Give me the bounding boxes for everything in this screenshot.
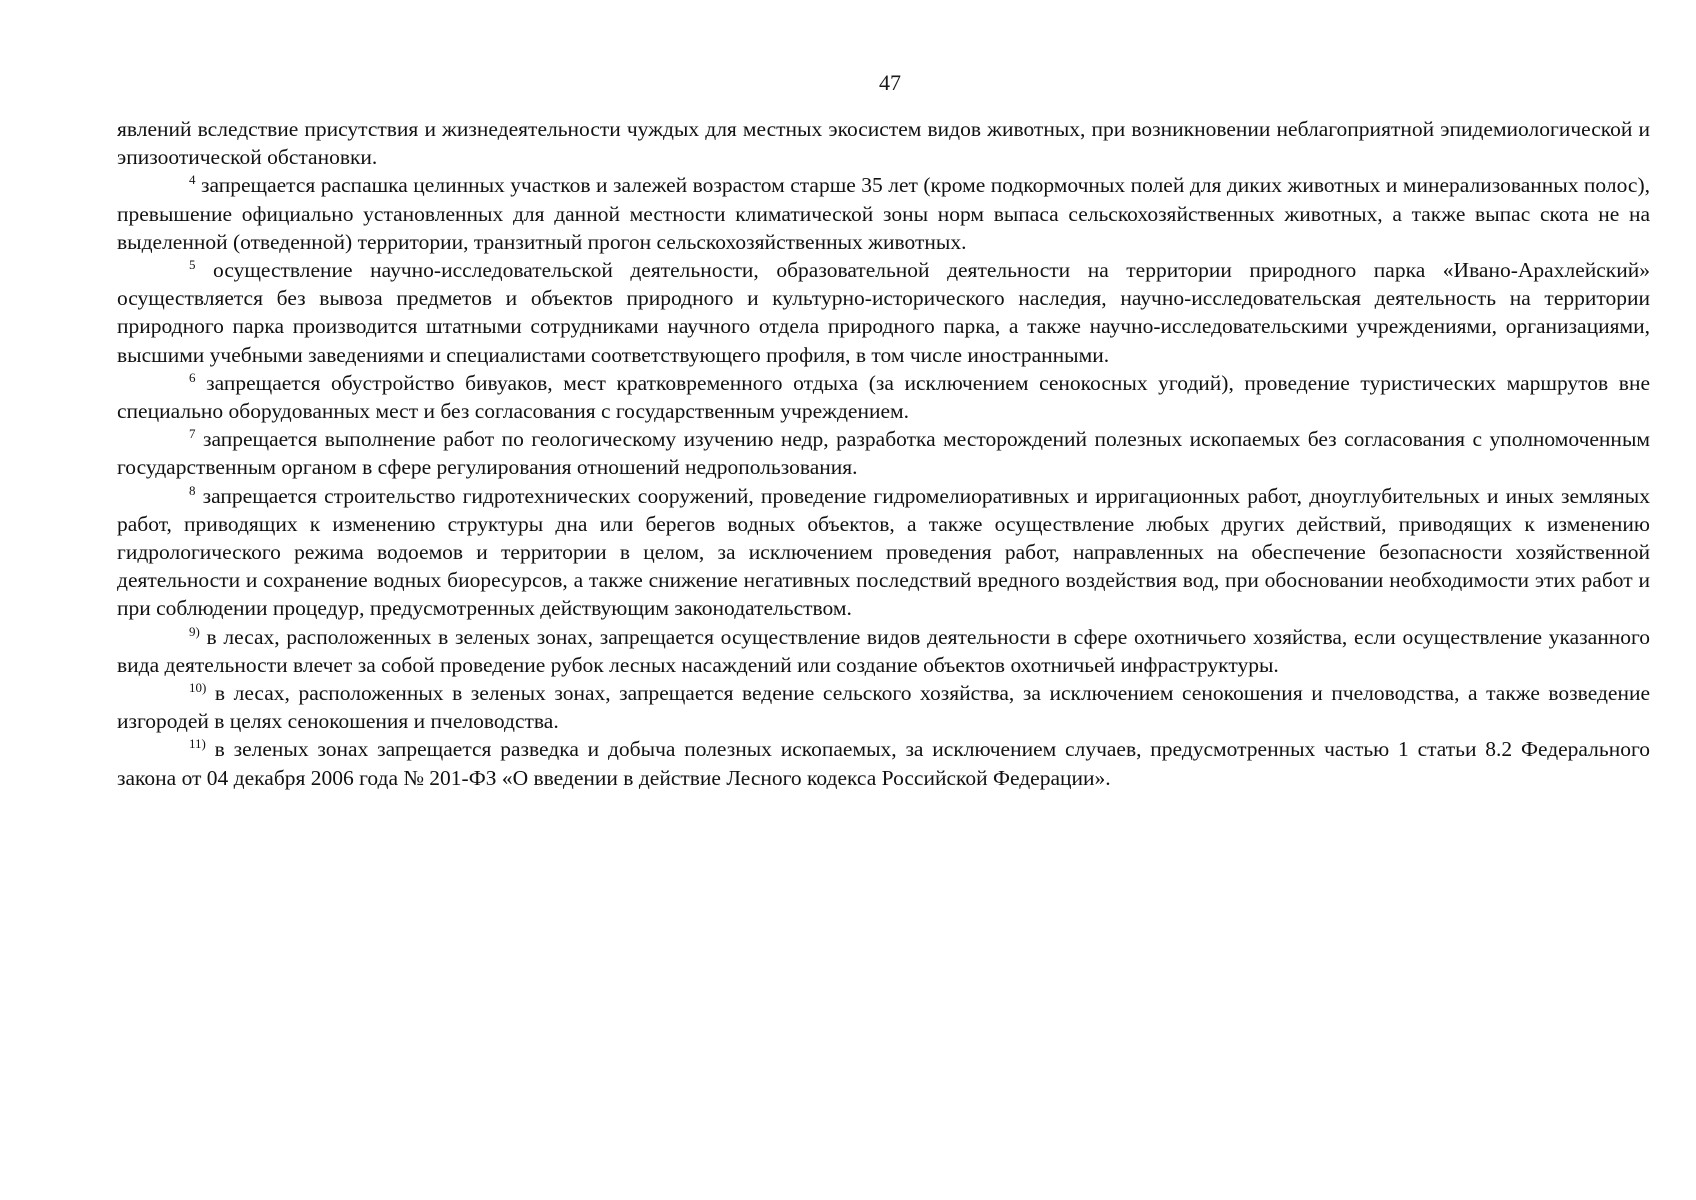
paragraph-text: в лесах, расположенных в зеленых зонах, запрещается ведение сельского хозяйства, за исключением сенокошения и пчеловодства, а также возведение изгородей в целях сенокошения и пчеловодства. (117, 681, 1650, 734)
paragraph-text: запрещается распашка целинных участков и залежей возрастом старше 35 лет (кроме подкормочных полей для диких животных и минерализованных полос), превышение официально установленных для данной местности климатической зоны норм выпаса сельскохозяйственных животных, а также выпас скота не на выделенной (отведенной) территории, транзитный прогон сельскохозяйственных животных. (117, 173, 1650, 254)
footnote-marker: 10) (189, 680, 207, 696)
footnote-marker: 9) (189, 623, 200, 639)
paragraph-text: запрещается обустройство бивуаков, мест кратковременного отдыха (за исключением сенокосных угодий), проведение туристических маршрутов вне специально оборудованных мест и без согласования с государственным учреждением. (117, 370, 1650, 424)
paragraph-text: в лесах, расположенных в зеленых зонах, запрещается осуществление видов деятельности в сфере охотничьего хозяйства, если осуществление указанного вида деятельности влечет за собой проведение рубок лесных насаждений или создание объектов охотничьей инфраструктуры. (117, 624, 1650, 677)
paragraph-note-5 (117, 256, 1650, 369)
paragraph-text: запрещается строительство гидротехнических сооружений, проведение гидромелиоративных и ирригационных работ, дноуглубительных и иных земляных работ, приводящих к изменению структуры дна или берегов водных объектов, а также осуществление любых других действий, приводящих к изменению гидрологического режима водоемов и территории в целом, за исключением проведения работ, направленных на обеспечение безопасности хозяйственной деятельности и сохранение водных биоресурсов, а также снижение негативных последствий вредного воздействия вод, при обосновании необходимости этих работ и при соблюдении процедур, предусмотренных действующим законодательством. (117, 483, 1650, 621)
footnote-marker: 11) (189, 736, 206, 752)
footnote-marker: 7 (189, 426, 196, 442)
paragraph-note-11 (117, 735, 1650, 791)
paragraph-text: осуществление научно-исследовательской деятельности, образовательной деятельности на территории природного парка «Ивано-Арахлейский» осуществляется без вывоза предметов и объектов природного и культурно-исторического наследия, научно-исследовательская деятельность на территории природного парка производится штатными сотрудниками научного отдела природного парка, а также научно-исследовательскими учреждениями, организациями, высшими учебными заведениями и специалистами соответствующего профиля, в том числе иностранными. (117, 258, 1650, 367)
footnote-marker: 4 (189, 172, 196, 188)
paragraph-text: запрещается выполнение работ по геологическому изучению недр, разработка месторождений полезных ископаемых без согласования с уполномоченным государственным органом в сфере регулирования отношений недропользования. (117, 427, 1650, 480)
paragraph-note-4 (117, 171, 1650, 256)
footnote-marker: 6 (189, 369, 196, 385)
paragraph-note-8 (117, 482, 1650, 623)
paragraph-note-10 (117, 679, 1650, 735)
document-body (117, 115, 1650, 792)
paragraph-text: в зеленых зонах запрещается разведка и добыча полезных ископаемых, за исключением случаев, предусмотренных частью 1 статьи 8.2 Федерального закона от 04 декабря 2006 года № 201-ФЗ «О введении в действие Лесного кодекса Российской Федерации». (117, 737, 1650, 790)
paragraph-note-9 (117, 623, 1650, 679)
paragraph-continuation (117, 115, 1650, 171)
footnote-marker: 5 (189, 257, 196, 273)
paragraph-text: явлений вследствие присутствия и жизнедеятельности чуждых для местных экосистем видов животных, при возникновении неблагоприятной эпидемиологической и эпизоотической обстановки. (117, 117, 1650, 170)
footnote-marker: 8 (189, 482, 196, 498)
paragraph-note-6 (117, 369, 1650, 425)
paragraph-note-7 (117, 425, 1650, 481)
page-number: 47 (879, 70, 901, 95)
